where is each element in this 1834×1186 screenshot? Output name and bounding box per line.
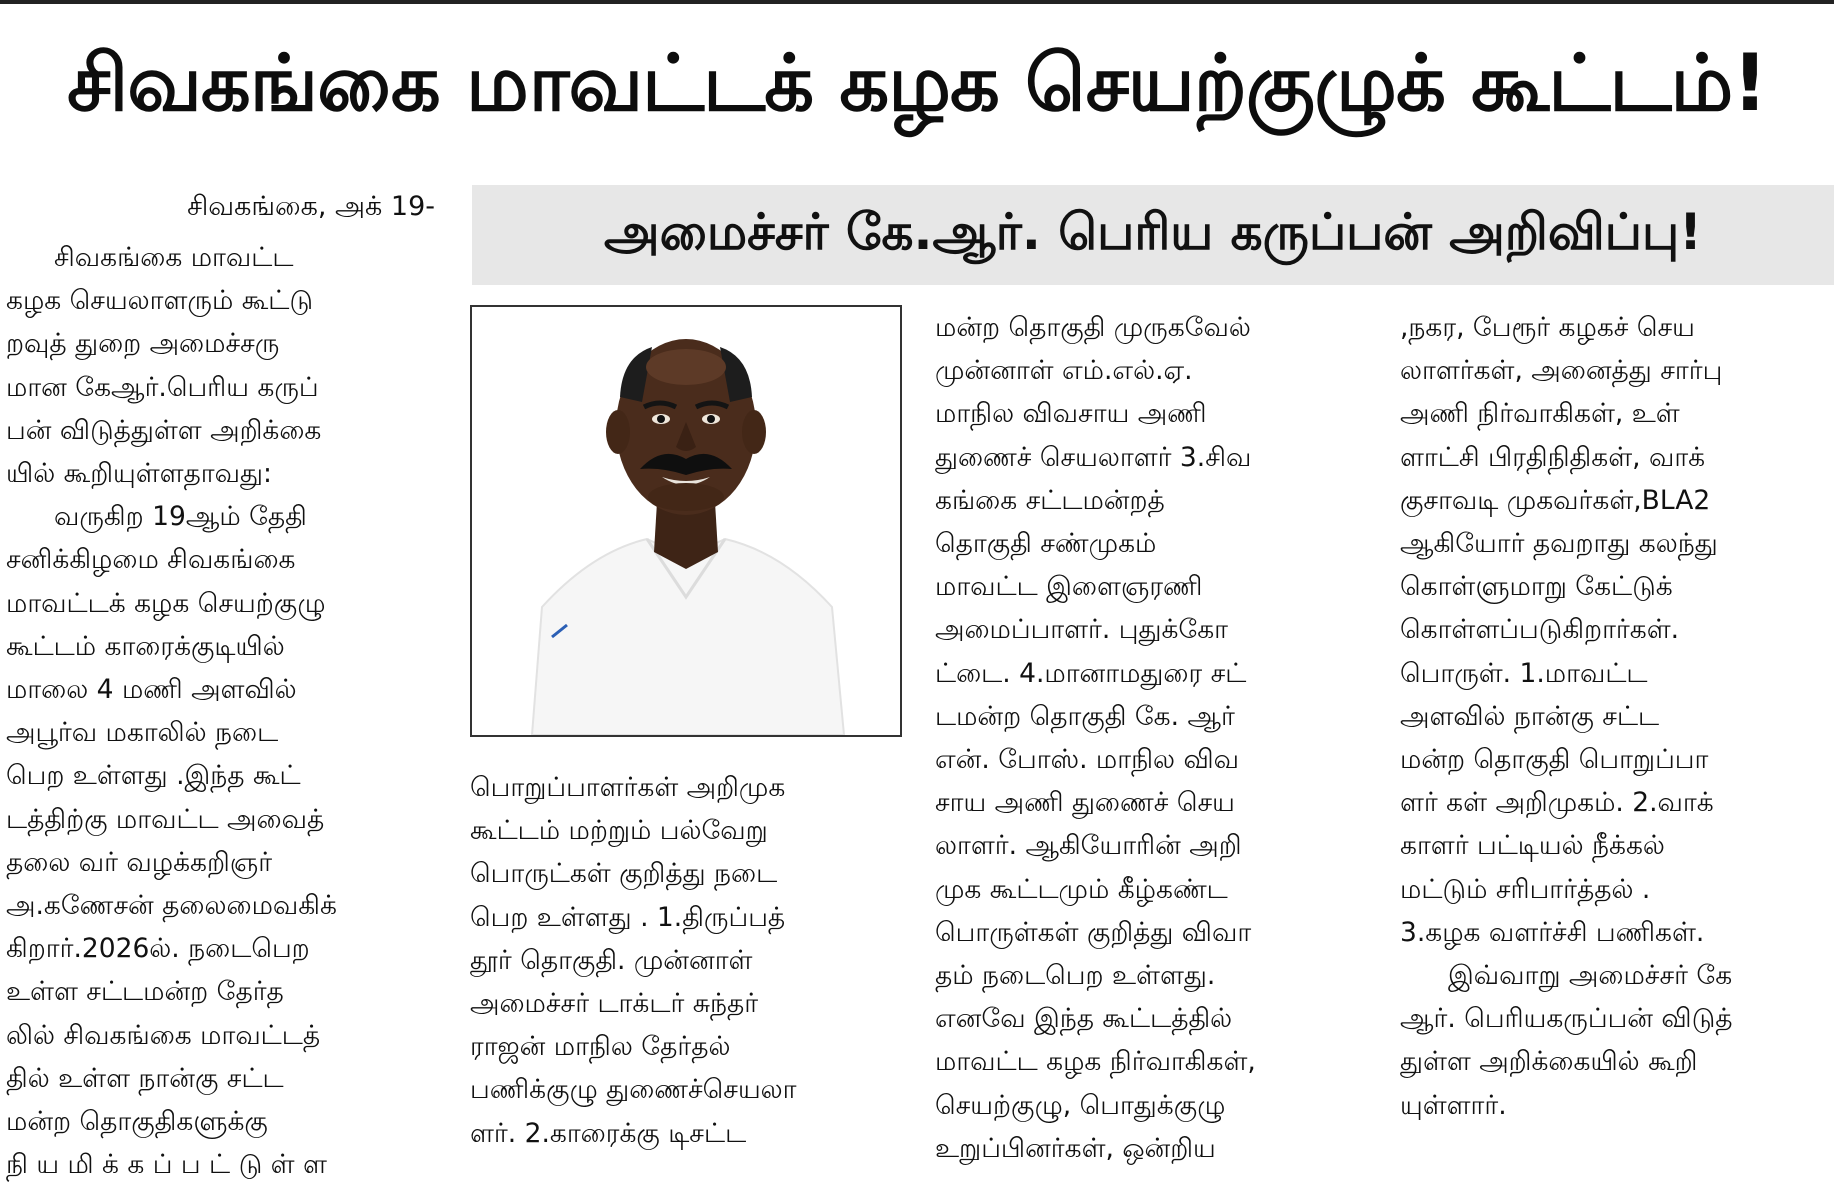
- text-line: ,நகர, பேரூர் கழகச் செய: [1400, 312, 1695, 343]
- text-line: இவ்வாறு அமைச்சர் கே: [1448, 960, 1733, 992]
- text-line: அளவில் நான்கு சட்ட: [1400, 700, 1660, 732]
- text-line: ஆர். பெரியகருப்பன் விடுத்: [1400, 1003, 1733, 1035]
- text-line: அணி நிர்வாகிகள், உள்: [1400, 398, 1680, 430]
- text-line: முன்னாள் எம்.எல்.ஏ.: [935, 355, 1193, 387]
- text-line: எனவே இந்த கூட்டத்தில்: [935, 1003, 1233, 1035]
- text-line: லாளர். ஆகியோரின் அறி: [935, 830, 1242, 862]
- text-line: துள்ள அறிக்கையில் கூறி: [1400, 1046, 1698, 1078]
- text-line: துணைச் செயலாளர் 3.சிவ: [935, 441, 1252, 473]
- text-line: பொருட்கள் குறித்து நடை: [470, 858, 778, 890]
- text-line: மாலை 4 மணி அளவில்: [6, 674, 297, 706]
- text-line: தலை வர் வழக்கறிஞர்: [6, 846, 273, 878]
- column-2: [470, 766, 902, 1155]
- text-line: கூட்டம் காரைக்குடியில்: [6, 630, 285, 662]
- dateline: சிவகங்கை, அக் 19-: [187, 191, 435, 222]
- text-line: பொருள்கள் குறித்து விவா: [935, 916, 1252, 948]
- text-line: மன்ற தொகுதி முருகவேல்: [935, 312, 1251, 343]
- text-line: கொள்ளுமாறு கேட்டுக்: [1400, 571, 1673, 603]
- text-line: டத்திற்கு மாவட்ட அவைத்: [6, 803, 325, 835]
- text-line: ஆகியோர் தவறாது கலந்து: [1400, 528, 1718, 560]
- headline: சிவகங்கை மாவட்டக் கழக செயற்குழுக் கூட்டம்!: [67, 39, 1767, 129]
- text-line: வருகிற 19ஆம் தேதி: [54, 501, 307, 533]
- text-line: ட்டை. 4.மானாமதுரை சட்: [935, 657, 1247, 689]
- column-4: [1400, 306, 1832, 1127]
- text-line: கிறார்.2026ல். நடைபெற: [6, 933, 310, 965]
- text-line: மாவட்டக் கழக செயற்குழு: [6, 587, 326, 619]
- text-line: றவுத் துறை அமைச்சரு: [6, 328, 280, 360]
- text-line: ராஜன் மாநில தேர்தல்: [470, 1031, 731, 1063]
- text-line: ளர். 2.காரைக்கு டிசட்ட: [470, 1117, 747, 1149]
- text-line: ளாட்சி பிரதிநிதிகள், வாக்: [1400, 441, 1706, 473]
- text-line: மன்ற தொகுதி பொறுப்பா: [1400, 744, 1709, 776]
- text-line: அமைச்சர் டாக்டர் சுந்தர்: [470, 988, 759, 1020]
- text-line: யில் கூறியுள்ளதாவது:: [6, 458, 272, 490]
- text-line: மான கேஆர்.பெரிய கருப்: [6, 371, 319, 403]
- text-line: டமன்ற தொகுதி கே. ஆர்: [935, 700, 1235, 732]
- text-line: லாளர்கள், அனைத்து சார்பு: [1400, 355, 1723, 387]
- portrait-photo: [470, 305, 902, 737]
- text-line: யுள்ளார்.: [1400, 1089, 1507, 1121]
- text-line: குசாவடி முகவர்கள்,BLA2: [1400, 484, 1711, 516]
- column-1: [6, 236, 436, 1186]
- text-line: சிவகங்கை மாவட்ட: [54, 242, 294, 273]
- top-rule: [0, 0, 1834, 4]
- text-line: பெற உள்ளது .இந்த கூட்: [6, 760, 301, 792]
- text-line: என். போஸ். மாநில விவ: [935, 744, 1239, 776]
- text-line: மன்ற தொகுதிகளுக்கு: [6, 1106, 268, 1138]
- text-line: லில் சிவகங்கை மாவட்டத்: [6, 1019, 321, 1051]
- text-line: பொருள். 1.மாவட்ட: [1400, 657, 1648, 689]
- text-line: கூட்டம் மற்றும் பல்வேறு: [470, 815, 768, 847]
- text-line: மாவட்ட கழக நிர்வாகிகள்,: [935, 1046, 1256, 1078]
- text-line: முக கூட்டமும் கீழ்கண்ட: [935, 873, 1228, 905]
- text-line: ளர் கள் அறிமுகம். 2.வாக்: [1400, 787, 1714, 819]
- text-line: 3.கழக வளர்ச்சி பணிகள்.: [1400, 916, 1705, 948]
- text-line: தில் உள்ள நான்கு சட்ட: [6, 1062, 284, 1094]
- text-line: உள்ள சட்டமன்ற தேர்த: [6, 976, 284, 1008]
- text-line: தொகுதி சண்முகம்: [935, 528, 1157, 560]
- text-line: நி ய மி க் க ப் ப ட் டு ள் ள: [6, 1149, 327, 1181]
- text-line: பொறுப்பாளர்கள் அறிமுக: [470, 772, 786, 803]
- text-line: செயற்குழு, பொதுக்குழு: [935, 1089, 1226, 1121]
- text-line: பணிக்குழு துணைச்செயலா: [470, 1074, 797, 1106]
- text-line: மாவட்ட இளைஞரணி: [935, 571, 1203, 603]
- text-line: அபூர்வ மகாலில் நடை: [6, 717, 279, 749]
- text-line: சனிக்கிழமை சிவகங்கை: [6, 544, 296, 576]
- text-line: அ.கணேசன் தலைமைவகிக்: [6, 890, 337, 922]
- text-line: மாநில விவசாய அணி: [935, 398, 1207, 430]
- text-line: கங்கை சட்டமன்றத்: [935, 484, 1165, 516]
- text-line: கழக செயலாளரும் கூட்டு: [6, 285, 314, 317]
- text-line: தம் நடைபெற உள்ளது.: [935, 960, 1216, 992]
- text-line: மட்டும் சரிபார்த்தல் .: [1400, 873, 1651, 905]
- portrait-illustration: [472, 307, 900, 735]
- subheadline: அமைச்சர் கே.ஆர். பெரிய கருப்பன் அறிவிப்பு!: [472, 185, 1834, 285]
- text-line: தூர் தொகுதி. முன்னாள்: [470, 944, 753, 976]
- text-line: பெற உள்ளது . 1.திருப்பத்: [470, 901, 786, 933]
- text-line: சாய அணி துணைச் செய: [935, 787, 1235, 819]
- text-line: கொள்ளப்படுகிறார்கள்.: [1400, 614, 1680, 646]
- column-3: [935, 306, 1367, 1170]
- text-line: அமைப்பாளர். புதுக்கோ: [935, 614, 1229, 646]
- text-line: பன் விடுத்துள்ள அறிக்கை: [6, 414, 322, 446]
- text-line: காளர் பட்டியல் நீக்கல்: [1400, 830, 1665, 862]
- text-line: உறுப்பினர்கள், ஒன்றிய: [935, 1132, 1216, 1164]
